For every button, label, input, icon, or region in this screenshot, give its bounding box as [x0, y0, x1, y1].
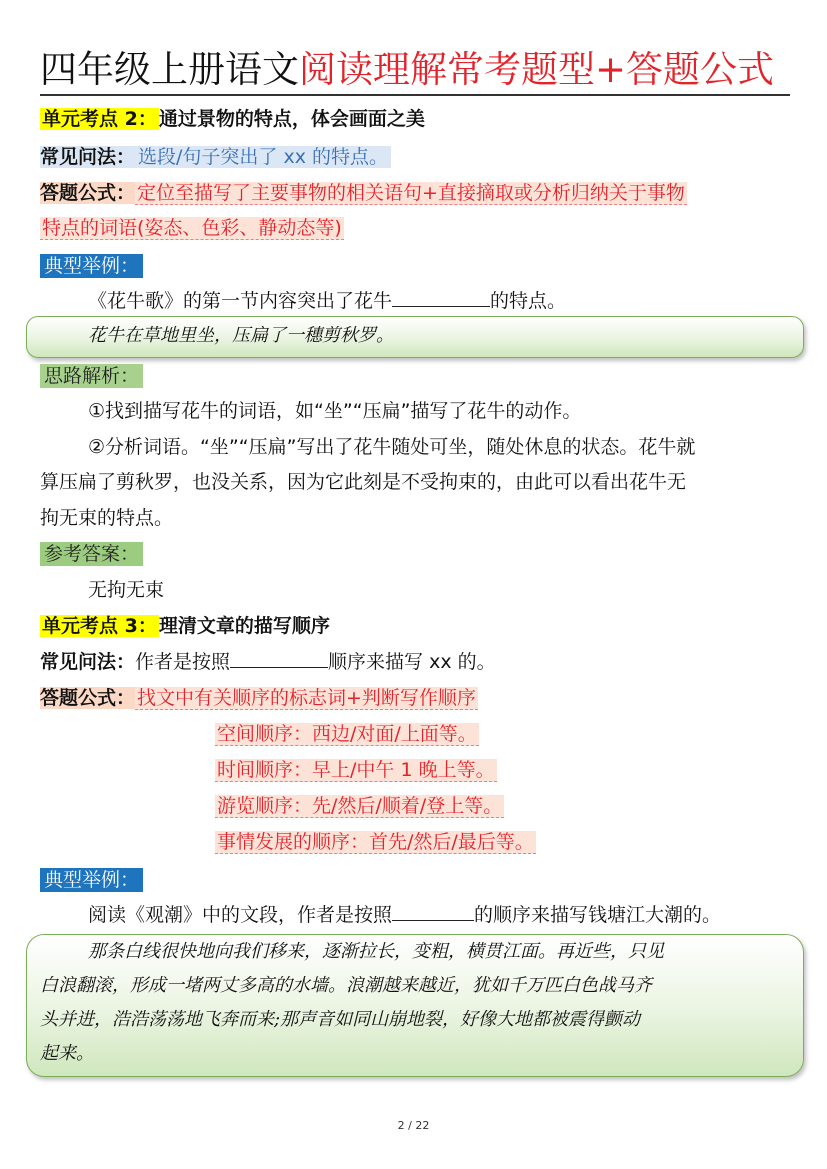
page-title	[40, 46, 790, 96]
order-item-text: 空间顺序：西边/对面/上面等。	[217, 723, 477, 745]
unit2-answer-tag: 参考答案：	[40, 542, 143, 566]
unit3-example-tag: 典型举例：	[40, 868, 143, 892]
order-item	[215, 791, 504, 821]
unit3-example-question	[88, 900, 721, 930]
unit2-formula-label: 答题公式：	[40, 182, 136, 204]
unit2-analysis-tag-row	[40, 361, 143, 391]
passage-line: 起来。	[40, 1043, 94, 1064]
unit2-formula-line1: 定位至描写了主要事物的相关语句+直接摘取或分析归纳关于事物	[137, 182, 685, 204]
unit3-question-after: 顺序来描写 xx 的。	[328, 651, 496, 673]
unit3-heading: 理清文章的描写顺序	[158, 615, 330, 637]
title-black: 四年级上册语文	[40, 48, 299, 91]
answer-blank	[230, 647, 328, 668]
unit2-analysis-2b: 算压扁了剪秋罗，也没关系，因为它此刻是不受拘束的，由此可以看出花牛无	[40, 471, 687, 493]
unit3-question-label: 常见问法：	[40, 651, 136, 673]
unit3-example-after: 的顺序来描写钱塘江大潮的。	[474, 904, 722, 926]
unit2-heading: 通过景物的特点，体会画面之美	[158, 108, 425, 130]
order-item	[215, 827, 536, 857]
unit2-passage: 花牛在草地里坐，压扁了一穗剪秋罗。	[88, 325, 394, 346]
unit3-question-before: 作者是按照	[135, 651, 231, 673]
page-number: 2 / 22	[397, 1119, 430, 1132]
passage-line: 白浪翻滚，形成一堵两丈多高的水墙。浪潮越来越近，犹如千万匹白色战马齐	[40, 975, 652, 996]
unit3-formula-line1: 找文中有关顺序的标志词+判断写作顺序	[137, 687, 476, 709]
unit2-question-text: 选段/句子突出了 xx 的特点。	[135, 146, 391, 168]
unit3-example-tag-row	[40, 865, 143, 895]
unit3-heading-row	[40, 611, 330, 641]
unit2-heading-row	[40, 104, 425, 134]
unit2-answer: 无拘无束	[88, 579, 165, 601]
unit3-formula-row	[40, 683, 478, 713]
passage-line: 头并进，浩浩荡荡地飞奔而来;那声音如同山崩地裂，好像大地都被震得颤动	[40, 1009, 641, 1030]
unit2-answer-tag-row	[40, 539, 143, 569]
unit2-example-tag-row	[40, 251, 143, 281]
unit2-example-before: 《花牛歌》的第一节内容突出了花牛	[88, 290, 393, 312]
unit3-question-row	[40, 647, 496, 677]
passage-line: 那条白线很快地向我们移来，逐渐拉长，变粗，横贯江面。再近些，只见	[88, 941, 664, 962]
unit2-example-after: 的特点。	[490, 290, 567, 312]
answer-blank	[392, 286, 490, 307]
order-item	[215, 719, 479, 749]
unit2-tag: 单元考点 2：	[42, 108, 157, 130]
unit2-example-tag: 典型举例：	[40, 254, 143, 278]
order-item	[215, 755, 497, 785]
answer-blank	[392, 900, 474, 921]
title-red: 阅读理解常考题型+答题公式	[299, 48, 775, 91]
unit2-question-row	[40, 142, 391, 172]
order-item-text: 时间顺序：早上/中午 1 晚上等。	[217, 759, 495, 781]
unit2-question-label: 常见问法：	[40, 146, 136, 168]
unit2-formula-line2: 特点的词语(姿态、色彩、静动态等)	[42, 217, 342, 239]
order-item-text: 事情发展的顺序：首先/然后/最后等。	[217, 831, 534, 853]
unit2-analysis-2a: ②分析词语。“坐”“压扁”写出了花牛随处可坐，随处休息的状态。花牛就	[88, 436, 696, 458]
unit2-analysis-tag: 思路解析：	[40, 364, 143, 388]
unit2-example-question	[88, 286, 566, 316]
order-item-text: 游览顺序：先/然后/顺着/登上等。	[217, 795, 503, 817]
unit3-formula-label: 答题公式：	[40, 687, 136, 709]
unit3-tag: 单元考点 3：	[42, 615, 157, 637]
unit2-analysis-1: ①找到描写花牛的词语，如“坐”“压扁”描写了花牛的动作。	[88, 400, 582, 422]
unit2-formula-row2	[40, 213, 344, 243]
unit2-analysis-2c: 拘无束的特点。	[40, 507, 174, 529]
unit3-example-before: 阅读《观潮》中的文段，作者是按照	[88, 904, 393, 926]
unit2-formula-row	[40, 178, 687, 208]
